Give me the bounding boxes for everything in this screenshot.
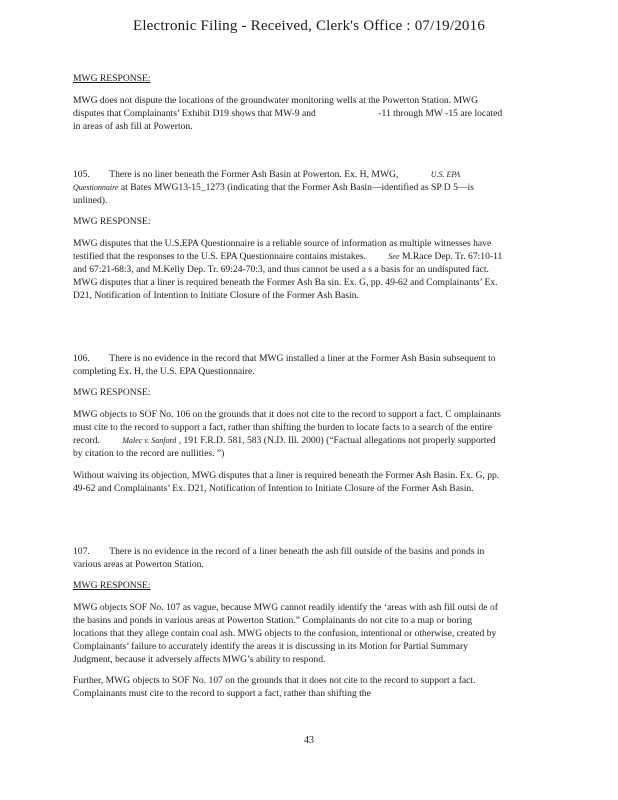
sof-106 bbox=[73, 352, 503, 495]
sof-number: 106. bbox=[73, 353, 90, 364]
response-label: MWG RESPONSE: bbox=[73, 216, 151, 227]
sof-number: 105. bbox=[73, 169, 90, 180]
response-text: MWG objects to SOF No. 106 on the grounds that it does not cite to the record to support a fact. C omplainants must cite to the record to support a fact, rather than shifting the burden to locate facts to a search of the entire record. bbox=[73, 409, 501, 446]
response-text: -11 through bbox=[378, 108, 423, 119]
sof-text: There is no liner beneath the Former Ash Basin at Powerton. Ex. H, MWG, bbox=[109, 169, 399, 180]
response-label: MWG RESPONSE: bbox=[73, 580, 151, 591]
filing-header: Electronic Filing - Received, Clerk's Office : 07/19/2016 bbox=[132, 18, 486, 34]
sof-107 bbox=[73, 545, 503, 700]
response-text: Without waiving its objection, MWG disputes that a liner is required beneath the Former Ash Basin. Ex. G, pp. 49-62 and Complainants’ Ex. D21, Notification of Intention to Initiate Closure of the Former Ash Basin. bbox=[73, 470, 500, 494]
response-text: Further, MWG objects to SOF No. 107 on the grounds that it does not cite to the record to support a fact. Complainants must cite to the record to support a fact, rather than shifting the bbox=[73, 675, 476, 699]
response-text: M.Race Dep. Tr. 67:10-11 and 67:21-68:3, and M.Kelly Dep. Tr. 69:24-70:3, and thus cannot be used a s a basis for an undisputed fact. MWG disputes that a liner is required beneath the Former Ash Ba sin. Ex. G, pp. 49-62 and Complainants’ Ex. D21, Notification of Intention to Initiate Closure of the Former Ash Basin. bbox=[73, 251, 503, 301]
response-text: MW -15 are located in areas of ash fill at Powerton. bbox=[73, 108, 503, 132]
response-label: MWG RESPONSE: bbox=[73, 387, 151, 398]
response-text: MWG objects SOF No. 107 as vague, because MWG cannot readily identify the ‘areas with ash fill outsi de of the basins and ponds in various areas at Powerton Station.” Complainants do not cite to a map or boring locations that they allege contain coal ash. MWG objects to the confusion, intentional or otherwise, created by Complainants’ failure to accurately identify the areas it is discussing in its Motion for Partial Summary Judgment, because it adversely affects MWG’s ability to respond. bbox=[73, 602, 498, 665]
response-text: MWG disputes that the U.S.EPA Questionnaire is a reliable source of information as multiple witnesses have testified that the responses to the U.S. EPA Questionnaire contains mistakes. bbox=[73, 238, 492, 262]
response-text: , 191 F.R.D. 581, 583 (N.D. Ill. 2000) (“Factual allegations not properly supported by citation to the record are nullities. ”) bbox=[73, 435, 496, 459]
sof-text: There is no evidence in the record that MWG installed a liner at the Former Ash Basin subsequent to completing Ex. H, the U.S. EPA Questionnaire. bbox=[73, 353, 496, 377]
sof-105 bbox=[73, 168, 503, 302]
citation: U.S. EPA bbox=[430, 170, 461, 179]
response-104 bbox=[73, 72, 503, 133]
response-label: MWG RESPONSE: bbox=[73, 73, 151, 84]
case-citation: Malec v. Sanford bbox=[122, 436, 177, 445]
citation: Questionnaire bbox=[73, 183, 119, 192]
sof-text: There is no evidence in the record of a liner beneath the ash fill outside of the basins and ponds in various areas at Powerton Station. bbox=[73, 546, 485, 570]
page-number: 43 bbox=[304, 735, 314, 746]
see-signal: See bbox=[388, 252, 400, 261]
sof-number: 107. bbox=[73, 546, 90, 557]
sof-text: at Bates MWG13-15_1273 (indicating that the Former Ash Basin—identified as SP D 5—is unlined). bbox=[73, 182, 474, 206]
response-text: MWG does not dispute the locations of the groundwater monitoring wells at the Powerton Station. MWG disputes that Complainants’ Exhibit D19 shows that MW-9 and bbox=[73, 95, 479, 119]
